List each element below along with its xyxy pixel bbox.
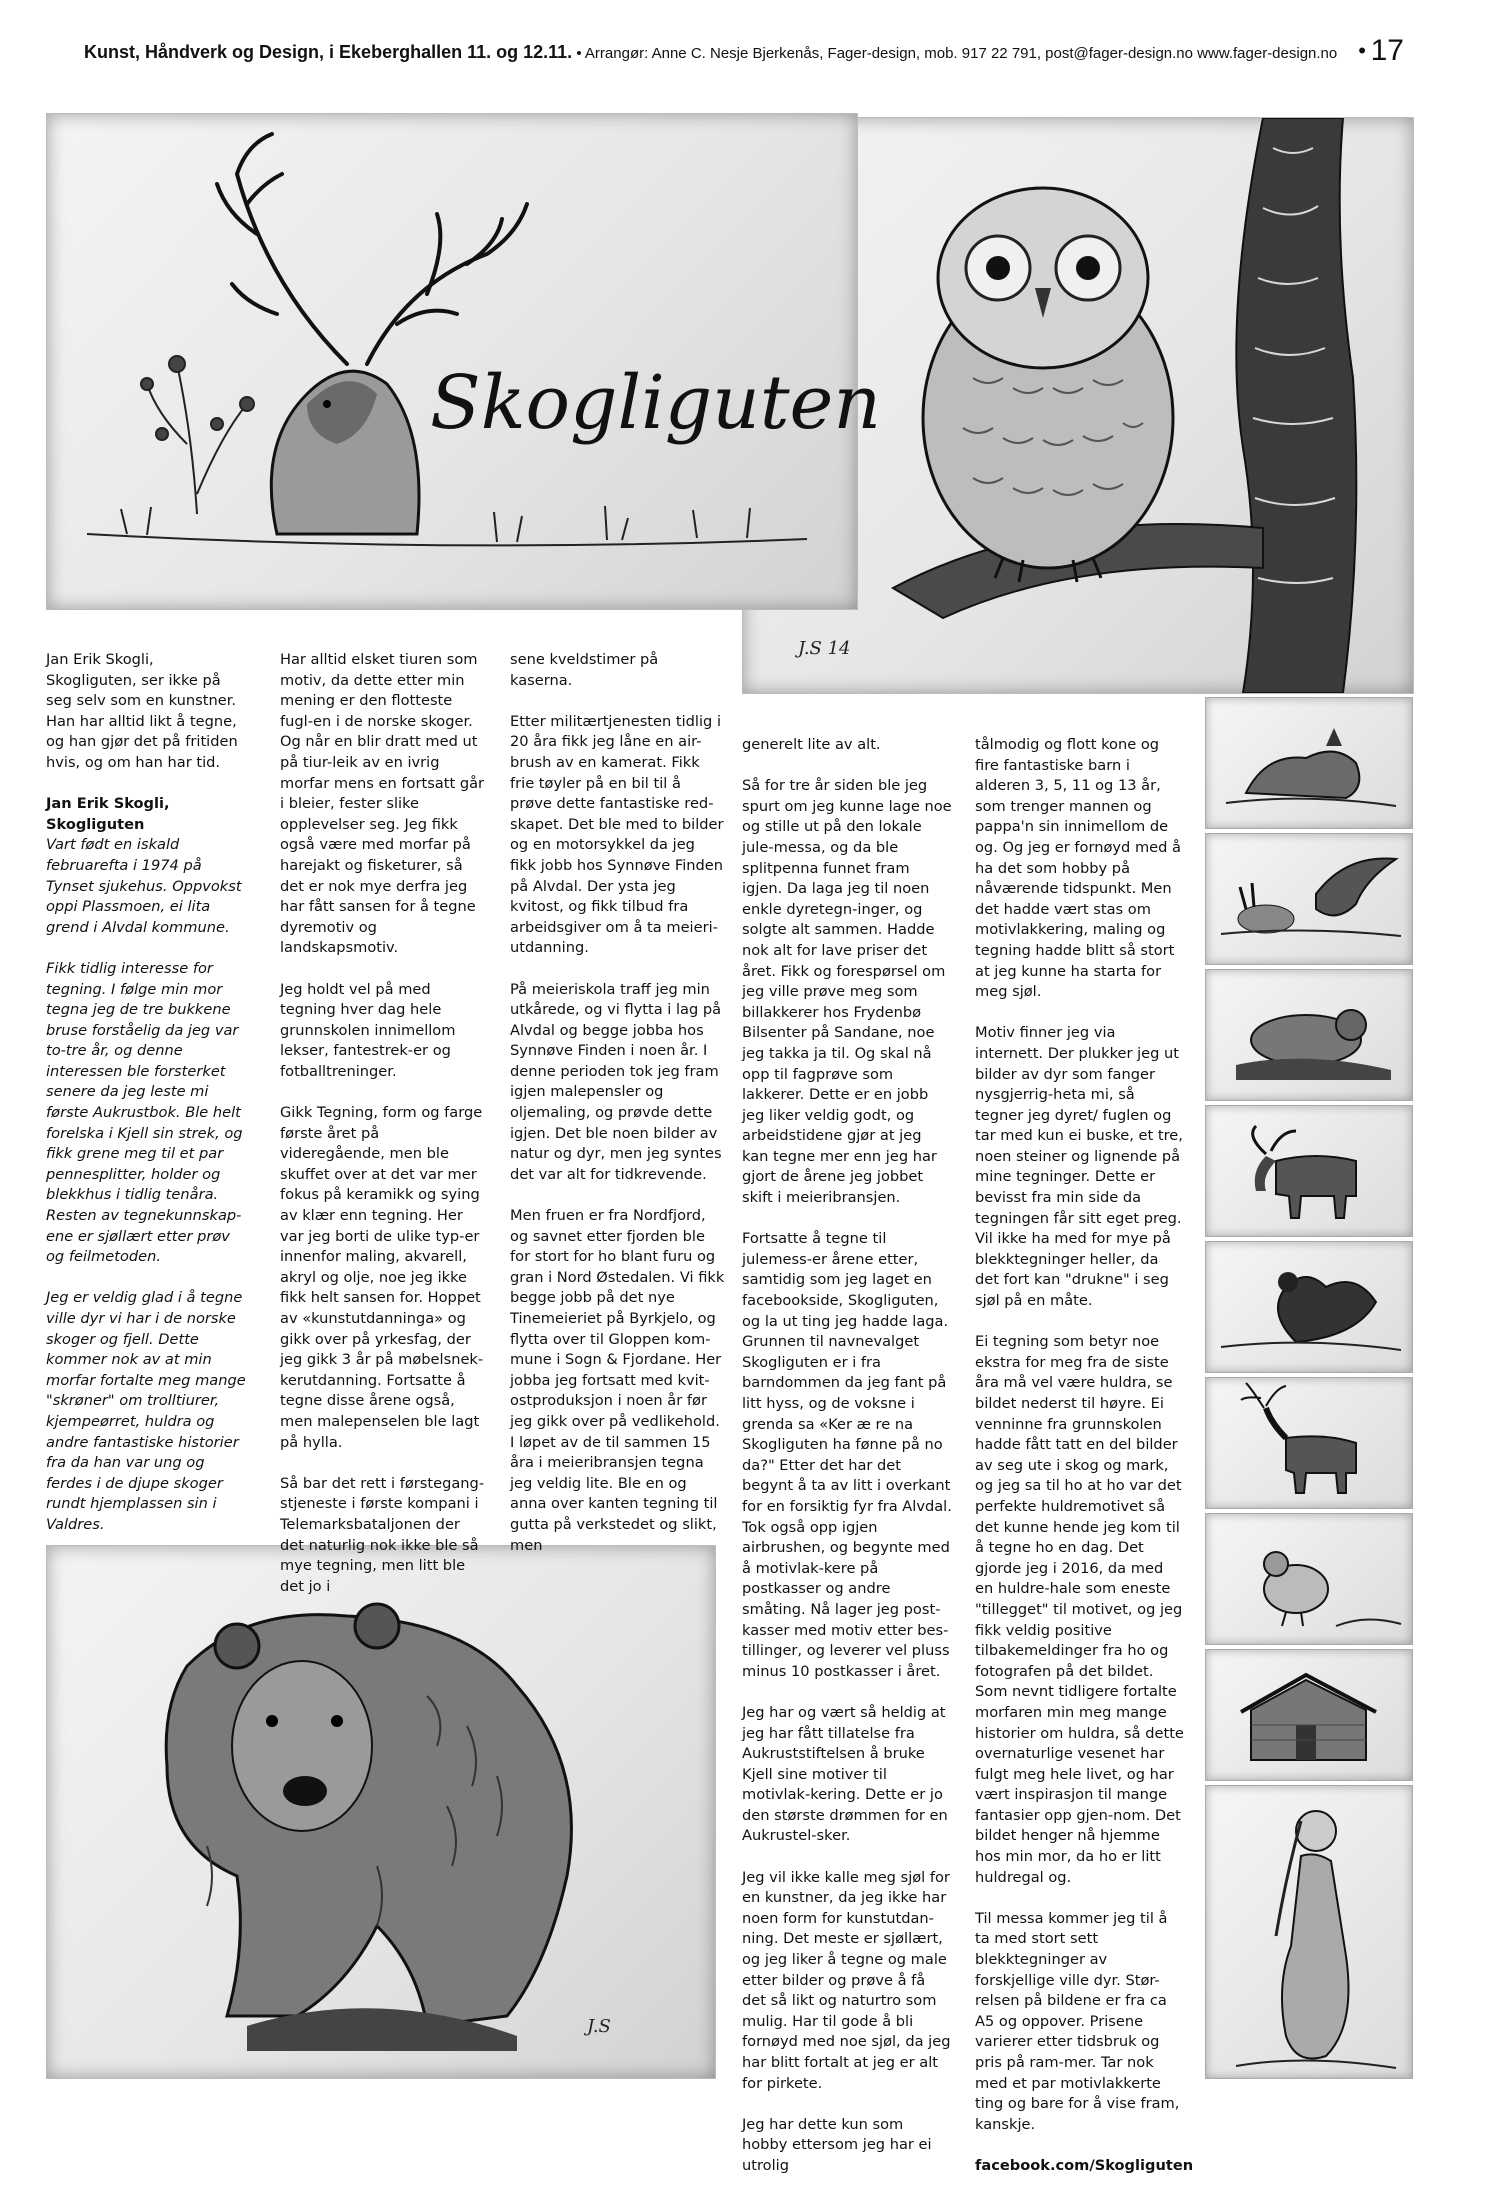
thumb-moose [1205,1105,1413,1237]
col3-paragraph-4: Men fruen er fra Nordfjord, og savnet etter fjorden ble for stort for ho blant furu og gran i Nord Østedalen. Vi fikk begge jobb på det nye Tinemeieriet på Byrkjelo, og flytta over til Gloppen kom-mune i Sogn & Fjordane. Her jobba jeg fortsatt med kvit-ostproduksjon i noen år før jeg gikk over på vedlikehold. I løpet av de til sammen 15 åra i meieribransjen tegna jeg veldig lite. Ble en og anna over kanten tegning til gutta på verkstedet og slikt, men [510,1207,725,1554]
col1-paragraph-4: Jeg er veldig glad i å tegne ville dyr vi har i de norske skoger og fjell. Dette kommer nok av at min morfar fortalte meg mange "skrøner" om trolltiurer, kjempeørret, huldra og andre fantastiske historier fra da han var ung og ferdes i de djupe skoger rundt hjemplassen sin i Valdres. [46,1289,246,1533]
page-number: 17 [1370,34,1404,67]
article-column-4 [742,735,952,2197]
thumb-capercaillie [1205,1241,1413,1373]
col4-paragraph-3: Fortsatte å tegne til julemess-er årene etter, samtidig som jeg laget en facebookside, Skogliguten, og la ut ting jeg hadde laga. Grunnen til navnevalget Skogliguten er i fra barndommen da jeg fant på litt hyss, og de voksne i grenda sa «Ker æ re na Skogliguten ha fønne på no da?" Etter det har det begynt å ta av litt i overkant for en forsiktig fyr fra Alvdal. Tok også opp igjen airbrushen, og begynte med å motivlak-kere på postkasser og andre småting. Nå lager jeg post-kasser med motiv etter bes-tillinger, og leverer vel pluss minus 10 postkasser i året. [742,1230,952,1680]
header-organizer: • Arrangør: Anne C. Nesje Bjerkenås, Fager-design, mob. 917 22 791, post@fager-design.no www.fager-design.no [572,45,1338,62]
col5-paragraph-1: tålmodig og flott kone og fire fantastiske barn i alderen 3, 5, 11 og 13 år, som trenger mannen og pappa'n sin innimellom de og. Og jeg er fornøyd med å ha det som hobby på nåværende tidspunkt. Men det hadde vært stas om motivlakkering, maling og tegning hadde blitt så stort at jeg kunne ha starta for meg sjøl. [975,736,1181,1001]
col2-paragraph-3: Gikk Tegning, form og farge første året på videregående, men ble skuffet over at det var mer fokus på keramikk og sying av klær enn tegning. Her var jeg borti de ulike typ-er innenfor maling, akvarell, akryl og olje, noe jeg ikke fikk helt sansen for. Hoppet av «kunstutdanninga» og gikk over på yrkesfag, der jeg gikk 3 år på møbelsnek-kerutdanning. Fortsatte å tegne disse årene også, men malepenselen ble lagt på hylla. [280,1104,484,1451]
bear-signature: J.S [587,2016,611,2037]
thumb-lynx [1205,969,1413,1101]
col2-paragraph-2: Jeg holdt vel på med tegning hver dag hele grunnskolen innimellom lekser, fantestrek-er og fotballtreninger. [280,980,456,1080]
col4-paragraph-1: generelt lite av alt. [742,736,881,753]
col5-paragraph-3: Ei tegning som betyr noe ekstra for meg fra de siste åra må vel være huldra, se bildet nederst til høyre. Ei venninne fra grunnskolen hadde fått tatt en del bilder av seg ute i skog og mark, og jeg sa til ho at ho var det perfekte huldremotivet så det kunne hende jeg kom til å tegne ho en dag. Det gjorde jeg i 2016, da med en huldre-hale som eneste "tillegget" til motivet, og jeg fikk veldig positive tilbakemeldinger fra ho og fotografen på det bildet. Som nevnt tidligere fortalte morfaren min meg mange historier om huldra, så dette overnaturlige vesenet har fulgt meg hele livet, og har vært inspirasjon til mange fantasier opp gjen-nom. Det bildet henger nå hjemme hos min mor, da ho er litt huldregal og. [975,1333,1184,1886]
col3-paragraph-3: På meieriskola traff jeg min utkårede, og vi flytta i lag på Alvdal og begge jobba hos Synnøve Finden i noen år. I denne perioden tok jeg fram igjen malepensler og oljemaling, og prøvde dette igjen. Det ble noen bilder av natur og dyr, men jeg syntes det var alt for tidkrevende. [510,980,722,1183]
col4-paragraph-2: Så for tre år siden ble jeg spurt om jeg kunne lage noe og stille ut på den lokale jule-messa, og da ble splitpenna funnet fram igjen. Da laga jeg til noen enkle dyretegn-inger, og solgte alt sammen. Hadde nok alt for lave priser det året. Fikk og forespørsel om jeg ville prøve meg som billakkerer hos Frydenbø Bilsenter på Sandane, noe jeg takka ja til. Og skal nå opp til fagprøve som lakkerer. Dette er en jobb jeg liker veldig godt, og arbeidstidene gjør at jeg kan tegne mer enn jeg har gjort de årene jeg jobbet skift i meieribransjen. [742,777,952,1207]
col1-paragraph-2: Vart født en iskald februarefta i 1974 på Tynset sjukehus. Oppvokst oppi Plassmoen, ei lita grend i Alvdal kommune. [46,836,242,936]
header-bullet: • [1358,38,1366,63]
col2-paragraph-4: Så bar det rett i førstegang-stjeneste i første kompani i Telemarksbataljonen der det naturlig nok ikke ble så mye tegning, men litt ble det jo i [280,1474,485,1595]
col3-paragraph-1: sene kveldstimer på kaserna. [510,651,659,689]
col4-paragraph-4: Jeg har og vært så heldig at jeg har fått tillatelse fra Aukruststiftelsen å bruke Kjell sine motiver til motivlak-kering. Dette er jo den største drømmen for en Aukrustel-sker. [742,1703,948,1845]
article-title: Skogliguten [430,360,882,446]
thumb-red-deer [1205,1377,1413,1509]
col4-paragraph-5: Jeg vil ikke kalle meg sjøl for en kunstner, da jeg ikke har noen form for kunstutdan-ning. Det meste er sjøllært, og jeg liker å tegne og male etter bilder og prøve å få det så likt og naturtro som mulig. Har til gode å bli fornøyd med noe sjøl, da jeg har blitt fortalt at jeg er alt for pirkete. [742,1868,951,2092]
thumb-hawk-hare [1205,833,1413,965]
article-column-5 [975,735,1194,2177]
thumb-wolf [1205,697,1413,829]
thumb-huldra [1205,1785,1413,2079]
bear-illustration [47,1546,715,2078]
article-column-3 [510,650,725,1577]
col4-paragraph-6: Jeg har dette kun som hobby ettersom jeg har ei utrolig [742,2115,932,2174]
bear-drawing [46,1545,716,2079]
article-column-1 [46,650,246,1556]
facebook-link[interactable]: facebook.com/Skogliguten [975,2156,1194,2174]
col1-paragraph-3: Fikk tidlig interesse for tegning. I følge min mor tegna jeg de tre bukkene bruse forståelig da jeg var to-tre år, og denne interessen ble forsterket senere da jeg leste mi første Aukrustbok. Ble helt forelska i Kjell sin strek, og fikk grene meg til et par pennesplitter, holder og blekkhus i tidlig tenåra. Resten av tegnekunnskap-ene er sjøllært etter prøv og feilmetoden. [46,959,243,1266]
header-event: Kunst, Håndverk og Design, i Ekeberghallen 11. og 12.11. [84,42,573,62]
col1-subheading: Jan Erik Skogli, Skogliguten [46,795,170,833]
thumb-cabin [1205,1649,1413,1781]
col1-paragraph-1: Jan Erik Skogli, Skogliguten, ser ikke på seg selv som en kunstner. Han har alltid likt å tegne, og han gjør det på fritiden hvis, og om han har tid. [46,651,238,771]
col5-paragraph-2: Motiv finner jeg via internett. Der plukker jeg ut bilder av dyr som fanger nysgjerrig-heta mi, så tegner jeg dyret/ fuglen og tar med kun ei buske, et tre, noen steiner og lignende på mine tegninger. Dette er bevisst fra min side da tegningen får sitt eget preg. Vil ikke ha med for mye på blekktegninger heller, da det fort kan "drukne" i seg sjøl på en måte. [975,1024,1183,1310]
thumb-ptarmigan [1205,1513,1413,1645]
col2-paragraph-1: Har alltid elsket tiuren som motiv, da dette etter min mening er den flotteste fugl-en i de norske skoger. Og når en blir dratt med ut på tiur-leik av en ivrig morfar mens en fortsatt går i bleier, fester slike opplevelser seg. Jeg fikk også være med morfar på harejakt og fisketurer, så det er nok mye derfra jeg har fått sansen for å tegne dyremotiv og landskapsmotiv. [280,651,485,957]
page-header [84,34,1434,78]
col5-paragraph-4: Til messa kommer jeg til å ta med stort sett blekktegninger av forskjellige ville dyr. Stør-relsen på bildene er fra ca A5 og oppover. Prisene varierer etter tidsbruk og pris på ram-mer. Tar nok med et par motivlakkerte ting og bare for å vise fram, kanskje. [975,1909,1180,2133]
owl-signature: J.S 14 [798,638,851,659]
col3-paragraph-2: Etter militærtjenesten tidlig i 20 åra fikk jeg låne en air-brush av en kamerat. Fikk frie tøyler på en bil til å prøve dette fantastiske red-skapet. Det ble med to bilder og en motorsykkel da jeg fikk jobb hos Synnøve Finden på Alvdal. Der ysta jeg kvitost, og fikk tilbud fra arbeidsgiver om å ta meieri-utdanning. [510,712,724,957]
article-column-2 [280,650,485,1618]
